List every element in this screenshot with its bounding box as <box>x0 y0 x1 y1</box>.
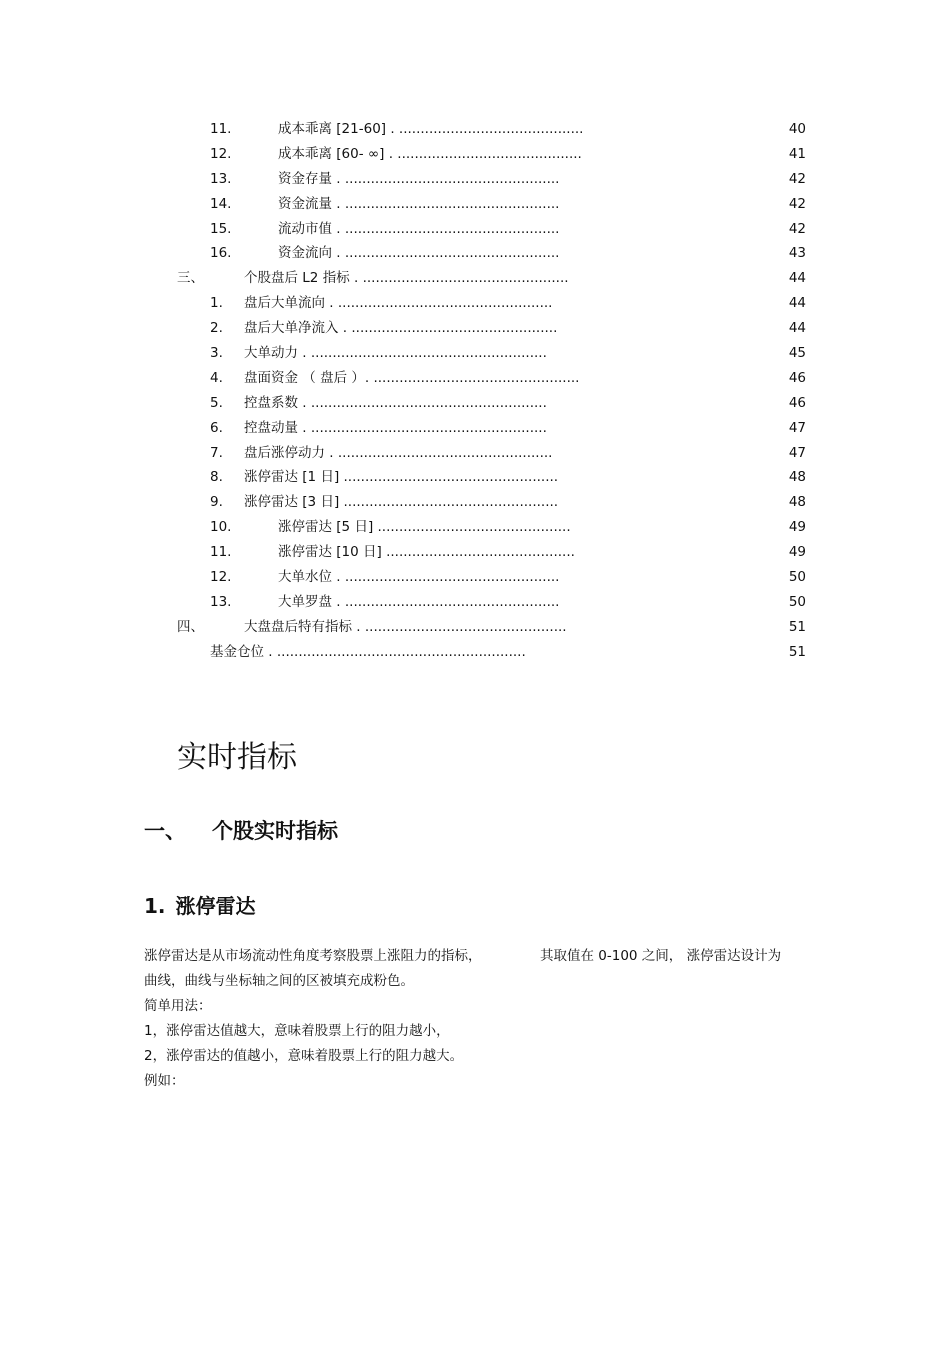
paragraph-text: 2，涨停雷达的值越小，意味着股票上行的阻力越大。 <box>144 1048 464 1064</box>
toc-entry-page-number: 45 <box>788 345 806 362</box>
toc-entry[interactable] <box>0 316 950 341</box>
toc-entry[interactable] <box>0 565 950 590</box>
paragraph-line <box>144 1069 824 1094</box>
toc-entry-leader-dots: . ....................................................... <box>298 419 547 436</box>
paragraph-text: 简单用法： <box>144 998 212 1014</box>
toc-entry-number: 4. <box>210 369 223 386</box>
toc-entry[interactable] <box>0 515 950 540</box>
toc-entry-leader-dots: . .................................................. <box>325 295 553 312</box>
toc-entry-number: 9. <box>210 494 223 511</box>
toc-entry-title-text: 涨停雷达 [3 日] <box>244 494 340 511</box>
toc-entry-page-number: 42 <box>788 195 806 212</box>
toc-entry-number: 16. <box>210 245 232 262</box>
toc-entry[interactable] <box>0 366 950 391</box>
toc-entry-number: 13. <box>210 170 232 187</box>
toc-entry-title-text: 资金存量 <box>278 170 332 187</box>
subsection-title: 个股实时指标 <box>212 819 338 843</box>
toc-entry[interactable] <box>0 441 950 466</box>
toc-entry-leader-dots: . .................................................. <box>332 195 560 212</box>
toc-entry-title-text: 资金流向 <box>278 245 332 262</box>
body-text <box>144 944 824 1094</box>
toc-entry-leader-dots: . .................................................. <box>332 569 560 586</box>
paragraph-line <box>144 1044 824 1069</box>
toc-entry-number: 6. <box>210 419 223 436</box>
toc-entry-title <box>244 291 552 316</box>
toc-entry-page-number: 47 <box>788 419 806 436</box>
toc-entry-title <box>278 565 559 590</box>
toc-entry-page-number: 40 <box>788 121 806 137</box>
toc-entry-number: 1. <box>210 295 223 312</box>
toc-entry-page-number: 51 <box>788 643 806 660</box>
toc-entry-title <box>244 441 552 466</box>
toc-entry-leader-dots: . .................................................. <box>332 170 560 187</box>
paragraph-text: 曲线，曲线与坐标轴之间的区被填充成粉色。 <box>144 973 414 989</box>
toc-entry-title-text: 成本乖离 [60- ∞] <box>278 145 385 162</box>
toc-entry[interactable] <box>0 465 950 490</box>
toc-entry[interactable] <box>0 590 950 615</box>
toc-entry-number: 10. <box>210 519 232 536</box>
toc-entry-title-text: 基金仓位 <box>210 643 264 660</box>
toc-entry-number: 四、 <box>177 618 204 635</box>
paragraph-text: 例如： <box>144 1073 185 1089</box>
toc-entry[interactable] <box>0 640 950 665</box>
toc-entry[interactable] <box>0 540 950 565</box>
toc-entry-title <box>244 490 558 515</box>
toc-entry[interactable] <box>0 142 950 167</box>
toc-entry-title-text: 大单罗盘 <box>278 593 332 610</box>
paragraph-text: 1，涨停雷达值越大，意味着股票上行的阻力越小， <box>144 1023 450 1039</box>
toc-entry-page-number: 42 <box>788 170 806 187</box>
toc-entry-title <box>244 266 569 291</box>
toc-entry[interactable] <box>0 490 950 515</box>
toc-entry-page-number: 51 <box>788 618 806 635</box>
toc-entry-title-text: 流动市值 <box>278 220 332 237</box>
toc-entry-page-number: 46 <box>788 394 806 411</box>
toc-entry-title <box>244 391 547 416</box>
toc-entry-title-text: 个股盘后 L2 指标 <box>244 270 350 287</box>
toc-entry-title <box>278 167 559 192</box>
toc-entry-title-text: 资金流量 <box>278 195 332 212</box>
toc-entry-title <box>278 590 559 615</box>
toc-entry-page-number: 44 <box>788 320 806 337</box>
toc-entry-page-number: 43 <box>788 245 806 262</box>
toc-entry-leader-dots: . ....................................................... <box>298 394 547 411</box>
toc-entry-leader-dots: . ........................................... <box>384 145 582 162</box>
toc-entry-title-text: 大盘盘后特有指标 <box>244 618 352 635</box>
toc-entry-leader-dots: . .......................................................... <box>264 643 526 660</box>
toc-entry-title-text: 大单动力 <box>244 345 298 362</box>
toc-entry-number: 11. <box>210 544 232 561</box>
toc-entry[interactable] <box>0 167 950 192</box>
toc-entry-title-text: 盘后大单净流入 <box>244 320 339 337</box>
toc-entry-title <box>244 316 557 341</box>
item-number: 1. <box>144 894 166 918</box>
toc-entry-title-text: 盘后大单流向 <box>244 295 325 312</box>
toc-entry[interactable] <box>0 241 950 266</box>
item-heading <box>144 890 256 919</box>
toc-entry-title <box>244 341 547 366</box>
toc-entry[interactable] <box>0 291 950 316</box>
paragraph-text: 涨停雷达是从市场流动性角度考察股票上涨阻力的指标， <box>144 948 482 964</box>
toc-entry-page-number: 48 <box>788 469 806 486</box>
toc-entry[interactable] <box>0 391 950 416</box>
toc-entry-title <box>278 241 559 266</box>
toc-entry-title-text: 涨停雷达 [5 日] <box>278 519 374 536</box>
toc-entry-title <box>244 416 547 441</box>
toc-entry-leader-dots: . .................................................. <box>332 593 560 610</box>
toc-entry-number: 3. <box>210 345 223 362</box>
toc-entry-leader-dots: . ....................................................... <box>298 345 547 362</box>
toc-entry-title-text: 盘面资金 （ 盘后 ） <box>244 369 365 386</box>
toc-entry-title-text: 盘后涨停动力 <box>244 444 325 461</box>
toc-entry-page-number: 49 <box>788 544 806 561</box>
toc-entry-leader-dots: . ........................................... <box>386 121 584 137</box>
toc-entry-page-number: 50 <box>788 569 806 586</box>
toc-entry-leader-dots: .................................................. <box>339 469 559 486</box>
paragraph-text-continued: 其取值在 0-100 之间， 涨停雷达设计为 <box>540 948 782 964</box>
toc-entry-title <box>278 217 559 242</box>
paragraph-line <box>144 969 824 994</box>
toc-entry-leader-dots: . .................................................. <box>332 220 560 237</box>
toc-entry-leader-dots: . ................................................ <box>364 369 580 386</box>
toc-entry-title <box>278 117 583 142</box>
toc-entry-leader-dots: . ............................................... <box>352 618 567 635</box>
toc-entry-number: 13. <box>210 593 232 610</box>
toc-entry[interactable] <box>0 615 950 640</box>
toc-entry[interactable] <box>0 416 950 441</box>
toc-entry-title <box>278 192 559 217</box>
toc-entry-leader-dots: . ................................................ <box>338 320 558 337</box>
toc-entry[interactable] <box>0 117 950 142</box>
toc-entry-title <box>278 515 571 540</box>
toc-entry-number: 12. <box>210 145 232 162</box>
toc-entry-title <box>244 615 567 640</box>
toc-entry-page-number: 44 <box>788 295 806 312</box>
toc-entry-page-number: 50 <box>788 593 806 610</box>
toc-entry-page-number: 47 <box>788 444 806 461</box>
toc-entry-title-text: 控盘系数 <box>244 394 298 411</box>
toc-entry-leader-dots: . .................................................. <box>325 444 553 461</box>
toc-entry-title-text: 涨停雷达 [10 日] <box>278 544 382 561</box>
toc-entry-page-number: 42 <box>788 220 806 237</box>
toc-entry-number: 12. <box>210 569 232 586</box>
toc-entry-title-text: 大单水位 <box>278 569 332 586</box>
toc-entry[interactable] <box>0 192 950 217</box>
subsection-number: 一、 <box>144 819 186 843</box>
toc-entry-page-number: 44 <box>788 270 806 287</box>
paragraph-line <box>144 994 824 1019</box>
toc-entry-number: 15. <box>210 220 232 237</box>
toc-entry-title <box>278 540 575 565</box>
toc-entry-number: 14. <box>210 195 232 212</box>
toc-entry-page-number: 46 <box>788 369 806 386</box>
toc-entry-number: 2. <box>210 320 223 337</box>
toc-entry-title <box>244 465 558 490</box>
toc-entry-leader-dots: ............................................. <box>373 519 571 536</box>
toc-entry-number: 三、 <box>177 270 204 287</box>
toc-entry-title <box>210 640 526 665</box>
table-of-contents <box>0 117 950 665</box>
toc-entry-leader-dots: . ................................................ <box>349 270 569 287</box>
toc-entry-number: 7. <box>210 444 223 461</box>
toc-entry-title-text: 涨停雷达 [1 日] <box>244 469 340 486</box>
section-heading-realtime-indicators: 实时指标 <box>177 740 297 775</box>
toc-entry-number: 8. <box>210 469 223 486</box>
toc-entry-number: 11. <box>210 121 232 137</box>
paragraph-line <box>144 1019 824 1044</box>
toc-entry-title-text: 控盘动量 <box>244 419 298 436</box>
toc-entry-page-number: 41 <box>788 145 806 162</box>
toc-entry-leader-dots: .................................................. <box>339 494 559 511</box>
toc-entry-leader-dots: ............................................ <box>381 544 575 561</box>
toc-entry-title <box>244 366 579 391</box>
paragraph-line <box>144 944 824 969</box>
toc-entry-title-text: 成本乖离 [21-60] <box>278 121 387 137</box>
toc-entry-title <box>278 142 582 167</box>
toc-entry-page-number: 48 <box>788 494 806 511</box>
toc-entry[interactable] <box>0 341 950 366</box>
toc-entry[interactable] <box>0 217 950 242</box>
toc-entry-page-number: 49 <box>788 519 806 536</box>
item-title: 涨停雷达 <box>175 894 256 918</box>
toc-entry-number: 5. <box>210 394 223 411</box>
toc-entry[interactable] <box>0 266 950 291</box>
toc-entry-leader-dots: . .................................................. <box>332 245 560 262</box>
